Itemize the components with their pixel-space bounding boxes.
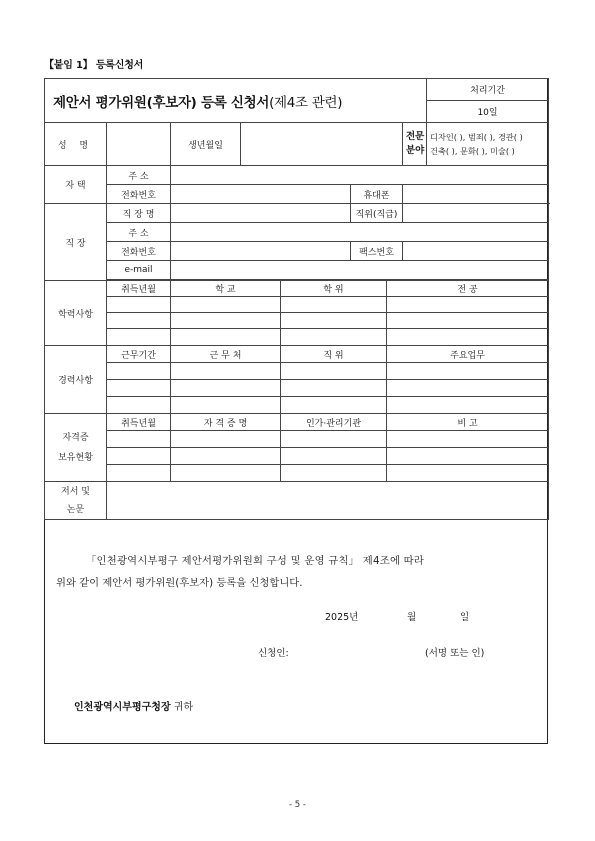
work-label: 직 장 [45, 204, 107, 281]
field-of-expertise-label [403, 123, 427, 166]
home-address-label: 주 소 [107, 166, 171, 185]
field-label-line2: 분야 [406, 145, 425, 156]
mobile-label: 휴대폰 [351, 185, 403, 204]
processing-period-value: 10일 [427, 101, 549, 123]
publications-field[interactable] [107, 482, 549, 520]
license-row[interactable] [45, 465, 549, 482]
career-col-position: 직 위 [281, 346, 387, 363]
email-field[interactable] [171, 261, 549, 280]
recipient [74, 698, 193, 713]
home-phone-label: 전화번호 [107, 185, 171, 204]
career-row[interactable] [45, 380, 549, 397]
field-label-line1: 전문 [406, 131, 425, 142]
license-col-note: 비 고 [387, 414, 549, 431]
publications-label-line1: 저서 및 [61, 486, 90, 497]
registration-form-table [44, 78, 549, 520]
statement-line2: 위와 같이 제안서 평가위원(후보자) 등록을 신청합니다. [56, 577, 303, 589]
application-statement [56, 550, 542, 594]
page-number: - 5 - [289, 800, 306, 810]
education-row[interactable] [45, 297, 549, 313]
email-label: e-mail [107, 261, 171, 280]
processing-period-label: 처리기간 [427, 79, 549, 101]
attachment-label: 【붙임 1】 등록신청서 [44, 60, 144, 71]
work-phone-field[interactable] [171, 242, 351, 261]
name-label: 성 명 [45, 123, 107, 166]
publications-label-line2: 논문 [66, 504, 85, 515]
work-address-field[interactable] [171, 223, 549, 242]
statement-line1: 「인천광역시부평구 제안서평가위원회 구성 및 운영 규칙」 제4조에 따라 [86, 555, 425, 567]
career-row[interactable] [45, 363, 549, 380]
fax-field[interactable] [403, 242, 549, 261]
form-title-main: 제안서 평가위원(후보자) 등록 신청서 [53, 94, 270, 111]
license-label [45, 414, 107, 482]
education-col-date: 취득년월 [107, 281, 171, 297]
form-title-suffix: (제4조 관련) [269, 94, 343, 111]
name-field[interactable] [107, 123, 171, 166]
birth-date-label: 생년월일 [171, 123, 241, 166]
applicant-label: 신청인: [258, 648, 289, 659]
date-day: 일 [460, 612, 470, 623]
license-label-line1: 자격증 [62, 432, 89, 443]
fax-label: 팩스번호 [351, 242, 403, 261]
form-title [45, 79, 427, 123]
education-label: 학력사항 [45, 281, 107, 346]
career-col-period: 근무기간 [107, 346, 171, 363]
license-col-date: 취득년월 [107, 414, 171, 431]
recipient-name: 인천광역시부평구청장 [74, 702, 171, 713]
publications-label [45, 482, 107, 520]
home-label: 자 택 [45, 166, 107, 204]
education-col-school: 학 교 [171, 281, 281, 297]
license-label-line2: 보유현황 [58, 452, 93, 463]
work-address-label: 주 소 [107, 223, 171, 242]
position-label: 직위(직급) [351, 204, 403, 223]
position-field[interactable] [403, 204, 549, 223]
career-col-duties: 주요업무 [387, 346, 549, 363]
field-of-expertise-options[interactable] [427, 123, 549, 166]
date-year: 2025년 [325, 612, 359, 623]
mobile-field[interactable] [403, 185, 549, 204]
career-label: 경력사항 [45, 346, 107, 414]
home-phone-field[interactable] [171, 185, 351, 204]
birth-date-field[interactable] [241, 123, 403, 166]
education-col-major: 전 공 [387, 281, 549, 297]
work-phone-label: 전화번호 [107, 242, 171, 261]
company-field[interactable] [171, 204, 351, 223]
company-label: 직 장 명 [107, 204, 171, 223]
education-row[interactable] [45, 329, 549, 346]
education-row[interactable] [45, 313, 549, 329]
education-col-degree: 학 위 [281, 281, 387, 297]
signature-hint: (서명 또는 인) [425, 648, 485, 659]
field-options-line2: 건축( ), 문화( ), 미술( ) [430, 146, 515, 156]
recipient-suffix: 귀하 [173, 702, 194, 713]
field-options-line1: 디자인( ), 범죄( ), 경관( ) [430, 132, 523, 142]
license-col-name: 자 격 증 명 [171, 414, 281, 431]
license-row[interactable] [45, 448, 549, 465]
date-month: 월 [407, 612, 417, 623]
career-col-workplace: 근 무 처 [171, 346, 281, 363]
home-address-field[interactable] [171, 166, 549, 185]
career-row[interactable] [45, 397, 549, 414]
license-row[interactable] [45, 431, 549, 448]
license-col-authority: 인가·관리기관 [281, 414, 387, 431]
